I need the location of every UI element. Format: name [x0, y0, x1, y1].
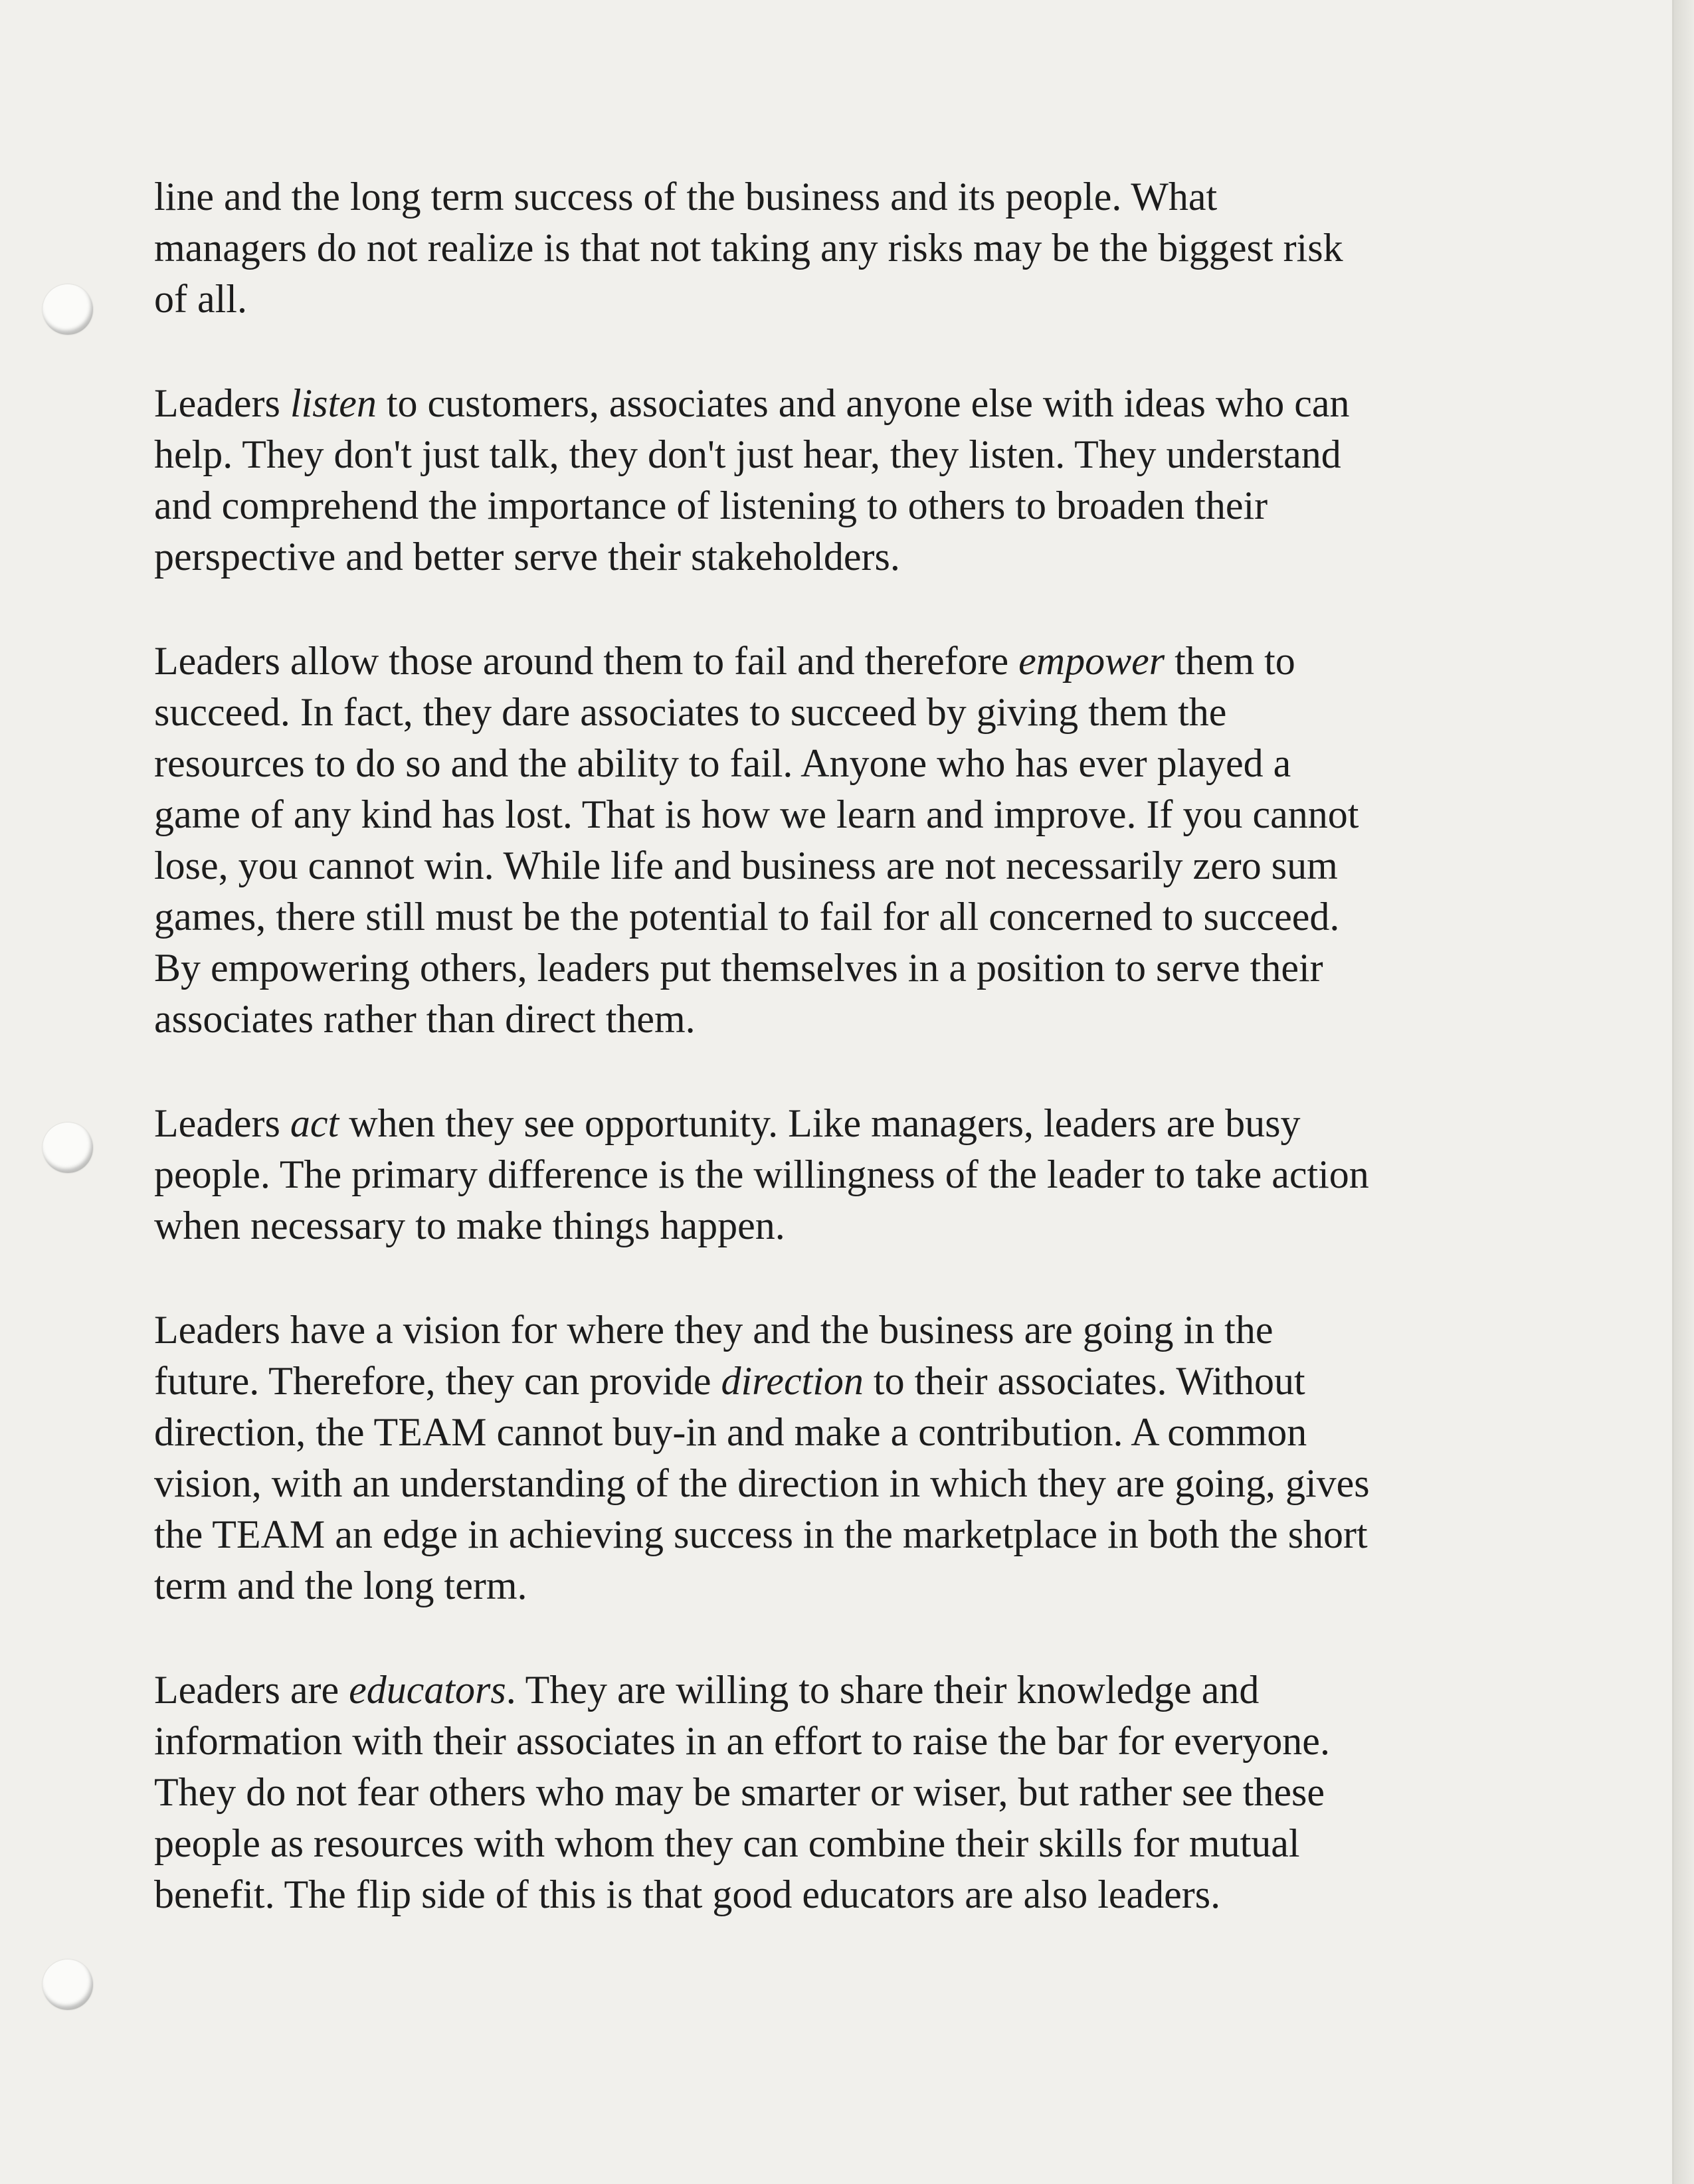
document-body — [154, 171, 1543, 1973]
text-line — [154, 789, 1543, 840]
emphasized-text: empower — [1018, 639, 1165, 683]
text-line — [154, 1407, 1543, 1458]
text-segment: when necessary to make things happen. — [154, 1204, 785, 1247]
text-line — [154, 171, 1543, 223]
text-segment: lose, you cannot win. While life and business are not necessarily zero sum — [154, 844, 1338, 887]
text-segment: term and the long term. — [154, 1564, 527, 1607]
text-segment: associates rather than direct them. — [154, 997, 696, 1041]
text-line — [154, 223, 1543, 274]
text-line — [154, 1869, 1543, 1920]
paragraph — [154, 171, 1543, 325]
text-line — [154, 1767, 1543, 1818]
text-line — [154, 1356, 1543, 1407]
text-line — [154, 738, 1543, 789]
text-segment: games, there still must be the potential to fail for all concerned to succeed. — [154, 895, 1340, 939]
text-segment: Leaders — [154, 381, 290, 425]
text-segment: vision, with an understanding of the direction in which they are going, gives — [154, 1461, 1370, 1505]
text-line — [154, 1149, 1543, 1200]
text-segment: of all. — [154, 277, 247, 321]
text-line — [154, 1098, 1543, 1149]
text-segment: Leaders — [154, 1101, 290, 1145]
text-line — [154, 891, 1543, 943]
text-line — [154, 636, 1543, 687]
punch-hole — [43, 1959, 93, 2010]
text-segment: resources to do so and the ability to fail. Anyone who has ever played a — [154, 741, 1291, 785]
text-segment: They do not fear others who may be smarter or wiser, but rather see these — [154, 1770, 1325, 1814]
text-line — [154, 1818, 1543, 1869]
text-line — [154, 1458, 1543, 1509]
emphasized-text: educators — [349, 1668, 506, 1712]
paragraph — [154, 1305, 1543, 1611]
text-segment: the TEAM an edge in achieving success in the marketplace in both the short — [154, 1512, 1368, 1556]
text-line — [154, 994, 1543, 1045]
text-line — [154, 1665, 1543, 1716]
text-segment: succeed. In fact, they dare associates to succeed by giving them the — [154, 690, 1227, 734]
text-segment: perspective and better serve their stakeholders. — [154, 535, 900, 579]
text-segment: people. The primary difference is the willingness of the leader to take action — [154, 1152, 1369, 1196]
text-line — [154, 480, 1543, 531]
paragraph — [154, 1098, 1543, 1251]
text-segment: game of any kind has lost. That is how we learn and improve. If you cannot — [154, 792, 1359, 836]
emphasized-text: act — [290, 1101, 339, 1145]
punch-hole — [43, 284, 93, 335]
text-line — [154, 531, 1543, 583]
text-line — [154, 1560, 1543, 1611]
text-segment: . They are willing to share their knowledge and — [506, 1668, 1260, 1712]
page-edge — [1674, 0, 1694, 2184]
text-line — [154, 1509, 1543, 1560]
emphasized-text: direction — [721, 1359, 864, 1403]
text-line — [154, 687, 1543, 738]
paragraph — [154, 378, 1543, 583]
text-line — [154, 274, 1543, 325]
text-segment: Leaders have a vision for where they and the business are going in the — [154, 1308, 1273, 1352]
text-segment: them to — [1165, 639, 1295, 683]
text-segment: when they see opportunity. Like managers, leaders are busy — [339, 1101, 1301, 1145]
text-segment: direction, the TEAM cannot buy-in and make a contribution. A common — [154, 1410, 1307, 1454]
punch-hole — [43, 1123, 93, 1173]
text-segment: line and the long term success of the business and its people. What — [154, 175, 1218, 219]
text-segment: to their associates. Without — [863, 1359, 1305, 1403]
text-segment: Leaders are — [154, 1668, 349, 1712]
text-segment: information with their associates in an effort to raise the bar for everyone. — [154, 1719, 1330, 1763]
text-line — [154, 429, 1543, 480]
text-segment: Leaders allow those around them to fail and therefore — [154, 639, 1019, 683]
text-line — [154, 840, 1543, 891]
text-segment: managers do not realize is that not taking any risks may be the biggest risk — [154, 226, 1343, 270]
text-line — [154, 1716, 1543, 1767]
text-line — [154, 1305, 1543, 1356]
emphasized-text: listen — [290, 381, 377, 425]
text-segment: and comprehend the importance of listening to others to broaden their — [154, 484, 1268, 527]
text-line — [154, 1200, 1543, 1251]
text-segment: benefit. The flip side of this is that good educators are also leaders. — [154, 1872, 1221, 1916]
paragraph — [154, 636, 1543, 1045]
text-segment: future. Therefore, they can provide — [154, 1359, 721, 1403]
text-segment: people as resources with whom they can combine their skills for mutual — [154, 1821, 1300, 1865]
text-segment: to customers, associates and anyone else with ideas who can — [376, 381, 1350, 425]
text-line — [154, 943, 1543, 994]
text-segment: help. They don't just talk, they don't just hear, they listen. They understand — [154, 432, 1341, 476]
text-line — [154, 378, 1543, 429]
text-segment: By empowering others, leaders put themselves in a position to serve their — [154, 946, 1323, 990]
paragraph — [154, 1665, 1543, 1920]
